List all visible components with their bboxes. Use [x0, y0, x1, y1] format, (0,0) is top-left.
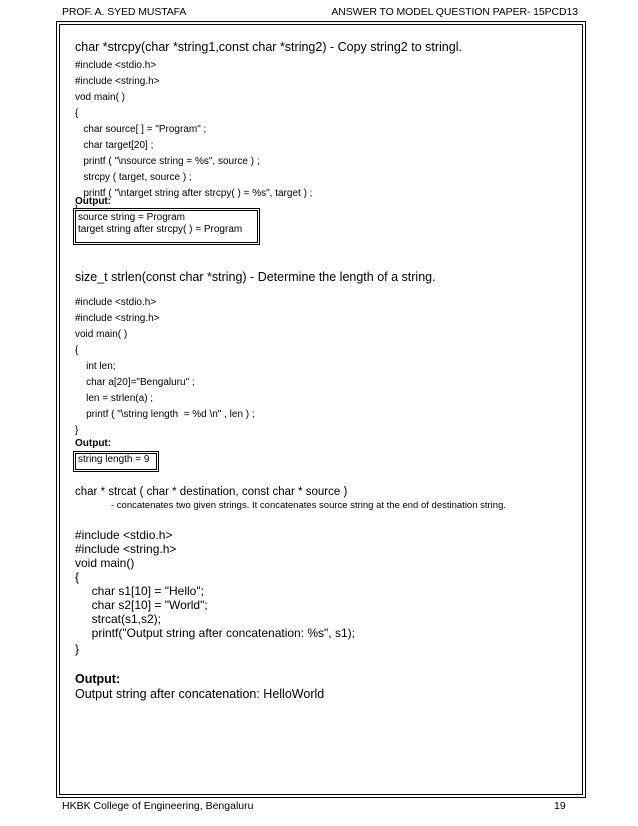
- code-line: vod main( ): [75, 92, 126, 103]
- code-line: }: [75, 425, 79, 436]
- output-label: Output:: [75, 672, 121, 686]
- code-line: {: [75, 345, 79, 356]
- strlen-title: size_t strlen(const char *string) - Determine the length of a string.: [75, 270, 436, 284]
- footer-college: HKBK College of Engineering, Bengaluru: [62, 800, 254, 812]
- code-line: }: [75, 642, 80, 656]
- code-line: #include <string.h>: [75, 313, 160, 324]
- strcpy-title: char *strcpy(char *string1,const char *string2) - Copy string2 to stringl.: [75, 40, 462, 54]
- output-label: Output:: [75, 196, 112, 207]
- code-line: char s2[10] = "World";: [75, 598, 208, 612]
- code-line: void main(): [75, 556, 135, 570]
- code-line: printf("Output string after concatenation: %s", s1);: [75, 626, 355, 640]
- page-number: 19: [554, 800, 566, 812]
- code-line: #include <string.h>: [75, 542, 177, 556]
- code-line: char source[ ] = "Program" ;: [75, 124, 207, 135]
- output-line: target string after strcpy( ) = Program: [78, 224, 243, 235]
- output-label: Output:: [75, 438, 112, 449]
- strcat-title: char * strcat ( char * destination, const char * source ): [75, 486, 348, 498]
- code-line: {: [75, 108, 79, 119]
- header-doc-title: ANSWER TO MODEL QUESTION PAPER- 15PCD13: [331, 6, 578, 18]
- code-line: len = strlen(a) ;: [75, 393, 154, 404]
- code-line: char target[20] ;: [75, 140, 154, 151]
- code-line: char s1[10] = "Hello";: [75, 584, 204, 598]
- output-line: Output string after concatenation: HelloWorld: [75, 687, 325, 701]
- code-line: char a[20]="Bengaluru" ;: [75, 377, 195, 388]
- strcat-description: - concatenates two given strings. It concatenates source string at the end of destination string.: [111, 500, 507, 511]
- code-line: strcpy ( target, source ) ;: [75, 172, 192, 183]
- code-line: {: [75, 570, 80, 584]
- code-line: #include <stdio.h>: [75, 297, 157, 308]
- output-line: source string = Program: [78, 212, 185, 223]
- code-line: printf ( "\ntarget string after strcpy( ) = %s", target ) ;: [75, 188, 313, 199]
- code-line: #include <stdio.h>: [75, 528, 173, 542]
- code-line: void main( ): [75, 329, 128, 340]
- code-line: #include <string.h>: [75, 76, 160, 87]
- output-box: [75, 453, 157, 470]
- code-line: #include <stdio.h>: [75, 60, 157, 71]
- output-line: string length = 9: [78, 454, 150, 465]
- code-line: int len;: [75, 361, 116, 372]
- code-line: printf ( "\string length = %d \n" , len ) ;: [75, 409, 255, 420]
- code-line: strcat(s1,s2);: [75, 612, 162, 626]
- output-box: [75, 210, 258, 243]
- header-author: PROF. A. SYED MUSTAFA: [62, 6, 187, 18]
- code-line: printf ( "\nsource string = %s", source ) ;: [75, 156, 260, 167]
